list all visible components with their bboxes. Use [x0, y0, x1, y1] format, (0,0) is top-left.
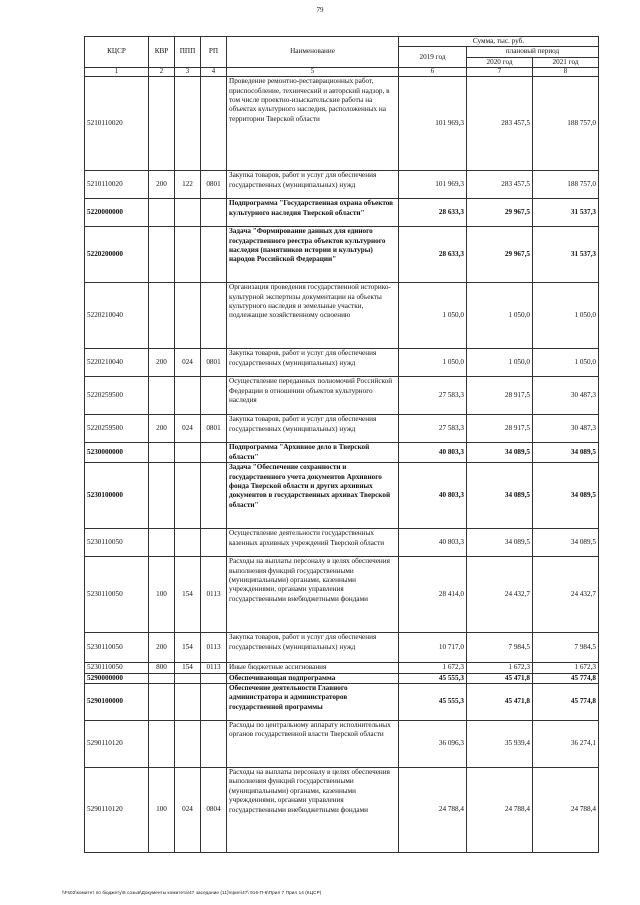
cell-2019: 28 633,3: [399, 199, 467, 227]
cell-rp: [201, 443, 227, 463]
cell-2019: 45 555,3: [399, 684, 467, 721]
table-row: [85, 557, 599, 633]
cell-name: Закупка товаров, работ и услуг для обеспечения государственных (муниципальных) нужд: [227, 349, 399, 377]
cell-kvr: [149, 443, 175, 463]
cell-name: Расходы на выплаты персоналу в целях обеспечения выполнения функций государственными (муниципальными) органами, казенными учреждениями, органами управления государственными внебюджетными фондами: [227, 557, 399, 633]
cell-2020: 29 967,5: [467, 227, 533, 283]
cell-2019: 27 583,3: [399, 415, 467, 443]
cell-2021: 1 050,0: [533, 349, 599, 377]
cell-2021: 1 672,3: [533, 663, 599, 673]
table-row: [85, 463, 599, 529]
header-sum: Сумма, тыс. руб.: [399, 37, 599, 47]
cell-kcsr: 5210110020: [85, 171, 149, 199]
page-number: 79: [316, 6, 324, 14]
cell-2019: 1 672,3: [399, 663, 467, 673]
cell-ppp: 024: [175, 349, 201, 377]
cell-ppp: [175, 283, 201, 349]
cell-2019: 28 633,3: [399, 227, 467, 283]
cell-ppp: [175, 684, 201, 721]
cell-rp: [201, 721, 227, 768]
cell-ppp: [175, 529, 201, 557]
col-number: 2: [149, 68, 175, 77]
cell-name: Задача "Формирование данных для единого государственного реестра объектов культурного наследия (памятников истории и культуры) народов Российской Федерации": [227, 227, 399, 283]
table-row: [85, 768, 599, 853]
cell-ppp: 154: [175, 663, 201, 673]
cell-2021: 188 757,0: [533, 77, 599, 171]
header-2021: 2021 год: [533, 57, 599, 67]
cell-name: Задача "Обеспечение сохранности и государственного учета документов Архивного фонда Тверской области и других архивных документов в государственных архивах Тверской области": [227, 463, 399, 529]
cell-2019: 28 414,0: [399, 557, 467, 633]
cell-kcsr: 5220210040: [85, 283, 149, 349]
cell-2021: 45 774,8: [533, 673, 599, 683]
header-name: Наименование: [227, 37, 399, 68]
cell-2020: 45 471,8: [467, 684, 533, 721]
cell-2019: 24 788,4: [399, 768, 467, 853]
cell-kvr: [149, 377, 175, 415]
table-row: [85, 673, 599, 683]
cell-kcsr: 5220259500: [85, 415, 149, 443]
cell-kcsr: 5230110050: [85, 557, 149, 633]
cell-rp: [201, 283, 227, 349]
cell-2019: 40 803,3: [399, 443, 467, 463]
cell-rp: [201, 463, 227, 529]
cell-2019: 10 717,0: [399, 633, 467, 663]
cell-kvr: 200: [149, 633, 175, 663]
cell-2019: 45 555,3: [399, 673, 467, 683]
cell-2021: 31 537,3: [533, 199, 599, 227]
cell-name: Обеспечивающая подпрограмма: [227, 673, 399, 683]
header-kvr: КВР: [149, 37, 175, 68]
cell-ppp: [175, 443, 201, 463]
cell-kcsr: 5230110050: [85, 529, 149, 557]
cell-rp: 0113: [201, 663, 227, 673]
cell-rp: [201, 199, 227, 227]
cell-2020: 283 457,5: [467, 171, 533, 199]
cell-kvr: 100: [149, 557, 175, 633]
cell-rp: 0801: [201, 349, 227, 377]
cell-kvr: 200: [149, 349, 175, 377]
header-ppp: ППП: [175, 37, 201, 68]
cell-name: Закупка товаров, работ и услуг для обеспечения государственных (муниципальных) нужд: [227, 171, 399, 199]
cell-name: Осуществление переданных полномочий Российской Федерации в отношении объектов культурного наследия: [227, 377, 399, 415]
footer-file-path: \\Fs02\комитет по бюджету\6 созыв\Документы комитета\47 заседание (11)\прил\47\ 916-П-6\Прил 7 Прил 14 (КЦСР): [62, 890, 322, 895]
cell-kvr: 100: [149, 768, 175, 853]
cell-2019: 1 050,0: [399, 349, 467, 377]
cell-name: Осуществление деятельности государственных казенных архивных учреждений Тверской области: [227, 529, 399, 557]
table-row: [85, 283, 599, 349]
cell-2021: 36 274,1: [533, 721, 599, 768]
cell-2021: 34 089,5: [533, 443, 599, 463]
cell-kcsr: 5290100000: [85, 684, 149, 721]
budget-table: [84, 36, 599, 853]
cell-kcsr: 5230110050: [85, 633, 149, 663]
table-row: [85, 199, 599, 227]
cell-kvr: [149, 529, 175, 557]
cell-name: Расходы по центральному аппарату исполнительных органов государственной власти Тверской области: [227, 721, 399, 768]
cell-kcsr: 5230110050: [85, 663, 149, 673]
col-number: 1: [85, 68, 149, 77]
cell-ppp: 122: [175, 171, 201, 199]
cell-kcsr: 5290110120: [85, 721, 149, 768]
cell-2019: 40 803,3: [399, 529, 467, 557]
col-number: 6: [399, 68, 467, 77]
header-2020: 2020 год: [467, 57, 533, 67]
cell-name: Закупка товаров, работ и услуг для обеспечения государственных (муниципальных) нужд: [227, 633, 399, 663]
cell-2020: 34 089,5: [467, 529, 533, 557]
cell-2019: 101 969,3: [399, 77, 467, 171]
cell-kvr: [149, 283, 175, 349]
table-row: [85, 227, 599, 283]
table-row: [85, 171, 599, 199]
header-2019: 2019 год: [399, 47, 467, 68]
cell-kcsr: 5290110120: [85, 768, 149, 853]
cell-kcsr: 5220200000: [85, 227, 149, 283]
cell-rp: 0804: [201, 768, 227, 853]
table-row: [85, 415, 599, 443]
cell-ppp: [175, 199, 201, 227]
cell-rp: 0113: [201, 633, 227, 663]
table-row: [85, 349, 599, 377]
cell-2019: 101 969,3: [399, 171, 467, 199]
cell-kvr: [149, 227, 175, 283]
cell-2021: 34 089,5: [533, 529, 599, 557]
cell-ppp: [175, 673, 201, 683]
cell-2021: 1 050,0: [533, 283, 599, 349]
table-row: [85, 663, 599, 673]
cell-rp: [201, 673, 227, 683]
cell-2021: 7 984,5: [533, 633, 599, 663]
table-row: [85, 77, 599, 171]
cell-2021: 30 487,3: [533, 415, 599, 443]
cell-name: Подпрограмма "Архивное дело в Тверской области": [227, 443, 399, 463]
cell-name: Проведение ремонтно-реставрационных работ, приспособление, технический и авторский надзор, в том числе проектно-изыскательские работы на объектах культурного наследия, расположенных на территории Тверской области: [227, 77, 399, 171]
cell-kvr: 200: [149, 415, 175, 443]
cell-2021: 45 774,8: [533, 684, 599, 721]
table-row: [85, 721, 599, 768]
cell-2021: 34 089,5: [533, 463, 599, 529]
cell-ppp: 154: [175, 633, 201, 663]
cell-kvr: [149, 684, 175, 721]
cell-2019: 40 803,3: [399, 463, 467, 529]
cell-name: Обеспечение деятельности Главного администратора и администраторов государственной программы: [227, 684, 399, 721]
table-body: [85, 77, 599, 853]
cell-2020: 34 089,5: [467, 443, 533, 463]
cell-2021: 24 788,4: [533, 768, 599, 853]
cell-ppp: [175, 463, 201, 529]
cell-name: Подпрограмма "Государственная охрана объектов культурного наследия Тверской области": [227, 199, 399, 227]
cell-rp: [201, 529, 227, 557]
col-number: 5: [227, 68, 399, 77]
cell-rp: 0801: [201, 415, 227, 443]
cell-2021: 30 487,3: [533, 377, 599, 415]
cell-kcsr: 5230000000: [85, 443, 149, 463]
cell-2020: 35 939,4: [467, 721, 533, 768]
table-row: [85, 377, 599, 415]
cell-2019: 1 050,0: [399, 283, 467, 349]
cell-ppp: [175, 377, 201, 415]
cell-2020: 24 788,4: [467, 768, 533, 853]
cell-rp: [201, 377, 227, 415]
col-number: 8: [533, 68, 599, 77]
cell-name: Иные бюджетные ассигнования: [227, 663, 399, 673]
cell-2019: 27 583,3: [399, 377, 467, 415]
cell-kvr: 800: [149, 663, 175, 673]
table-row: [85, 684, 599, 721]
cell-2020: 45 471,8: [467, 673, 533, 683]
cell-2021: 24 432,7: [533, 557, 599, 633]
table-row: [85, 443, 599, 463]
cell-ppp: [175, 721, 201, 768]
cell-ppp: 024: [175, 768, 201, 853]
cell-kcsr: 5290000000: [85, 673, 149, 683]
cell-ppp: [175, 77, 201, 171]
cell-2020: 34 089,5: [467, 463, 533, 529]
cell-2021: 188 757,0: [533, 171, 599, 199]
cell-name: Расходы на выплаты персоналу в целях обеспечения выполнения функций государственными (муниципальными) органами, казенными учреждениями, органами управления государственными внебюджетными фондами: [227, 768, 399, 853]
cell-rp: [201, 684, 227, 721]
cell-2020: 1 672,3: [467, 663, 533, 673]
cell-kvr: [149, 463, 175, 529]
cell-2020: 7 984,5: [467, 633, 533, 663]
col-number: 3: [175, 68, 201, 77]
cell-kvr: [149, 199, 175, 227]
cell-rp: [201, 227, 227, 283]
cell-name: Закупка товаров, работ и услуг для обеспечения государственных (муниципальных) нужд: [227, 415, 399, 443]
cell-2021: 31 537,3: [533, 227, 599, 283]
cell-kcsr: 5210110020: [85, 77, 149, 171]
cell-kcsr: 5220259500: [85, 377, 149, 415]
cell-2020: 24 432,7: [467, 557, 533, 633]
cell-rp: 0113: [201, 557, 227, 633]
cell-kcsr: 5220000000: [85, 199, 149, 227]
cell-ppp: [175, 227, 201, 283]
cell-ppp: 154: [175, 557, 201, 633]
cell-kvr: 200: [149, 171, 175, 199]
cell-rp: [201, 77, 227, 171]
cell-2020: 1 050,0: [467, 349, 533, 377]
cell-ppp: 024: [175, 415, 201, 443]
cell-2020: 28 917,5: [467, 377, 533, 415]
cell-2019: 36 096,3: [399, 721, 467, 768]
cell-kvr: [149, 721, 175, 768]
table-row: [85, 529, 599, 557]
cell-2020: 28 917,5: [467, 415, 533, 443]
table-row: [85, 633, 599, 663]
cell-2020: 283 457,5: [467, 77, 533, 171]
cell-2020: 1 050,0: [467, 283, 533, 349]
cell-kcsr: 5230100000: [85, 463, 149, 529]
cell-name: Организация проведения государственной историко-культурной экспертизы документации на объекты культурного наследия и земельные участки, подлежащие хозяйственному освоению: [227, 283, 399, 349]
header-rp: РП: [201, 37, 227, 68]
cell-rp: 0801: [201, 171, 227, 199]
header-planned-period: плановый период: [467, 47, 599, 57]
cell-kvr: [149, 77, 175, 171]
header-kcsr: КЦСР: [85, 37, 149, 68]
col-number: 7: [467, 68, 533, 77]
cell-kvr: [149, 673, 175, 683]
cell-2020: 29 967,5: [467, 199, 533, 227]
col-number: 4: [201, 68, 227, 77]
cell-kcsr: 5220210040: [85, 349, 149, 377]
